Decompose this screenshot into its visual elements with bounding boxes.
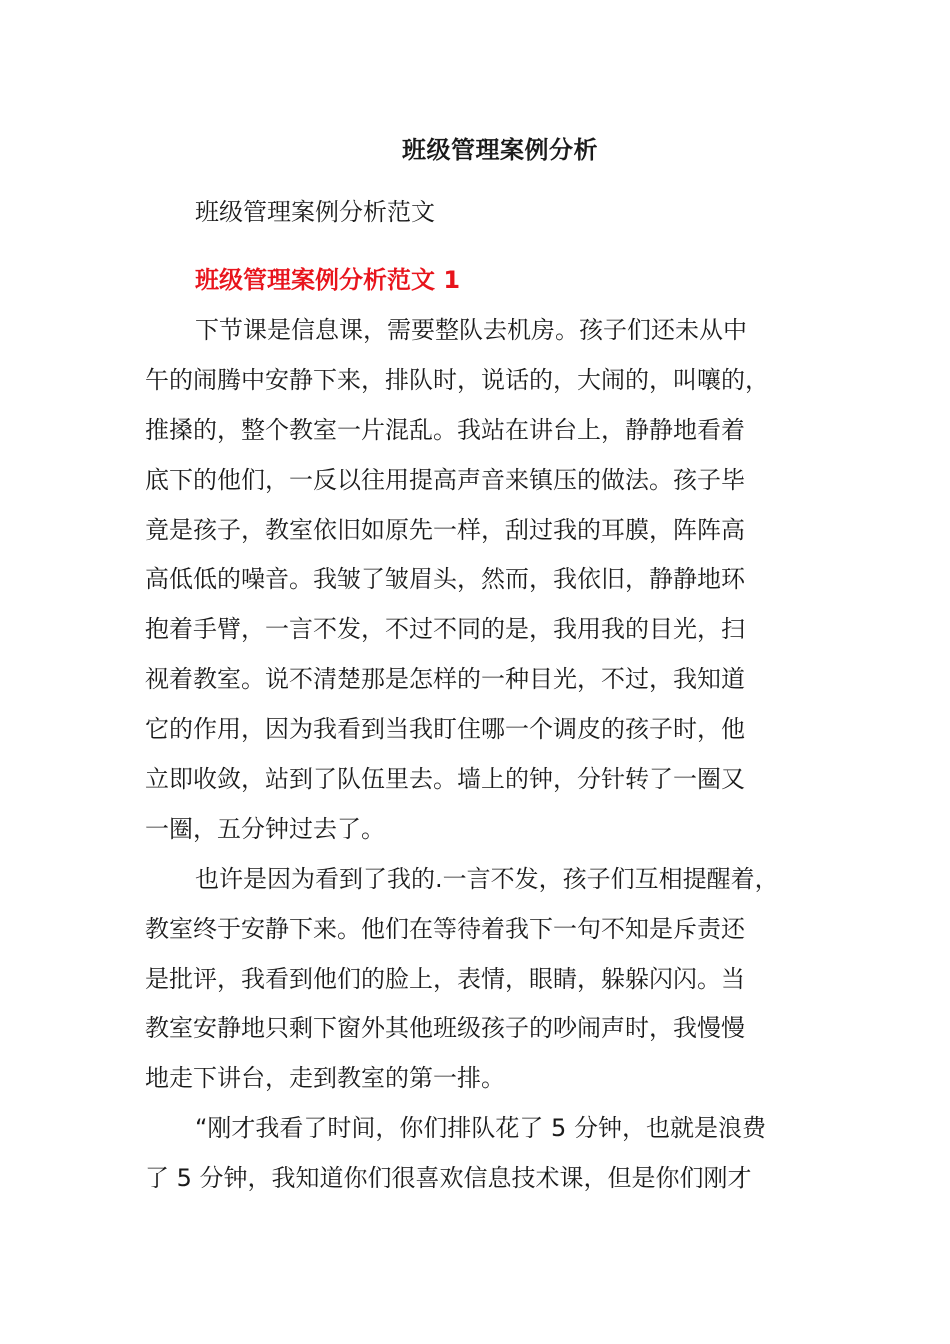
text-line: 立即收敛，站到了队伍里去。墙上的钟，分针转了一圈又 bbox=[145, 765, 745, 794]
text-line: 也许是因为看到了我的.一言不发，孩子们互相提醒着， bbox=[195, 864, 779, 893]
text-line: 推搡的，整个教室一片混乱。我站在讲台上，静静地看着 bbox=[145, 415, 745, 444]
text-line: 了 5 分钟，我知道你们很喜欢信息技术课，但是你们刚才 bbox=[145, 1164, 752, 1193]
text-line: 一圈，五分钟过去了。 bbox=[145, 814, 385, 843]
text-line: 教室终于安静下来。他们在等待着我下一句不知是斥责还 bbox=[145, 914, 745, 943]
text-line: 地走下讲台，走到教室的第一排。 bbox=[145, 1064, 505, 1093]
text-line: 午的闹腾中安静下来，排队时，说话的，大闹的，叫嚷的， bbox=[145, 365, 769, 394]
text-line: 竟是孩子，教室依旧如原先一样，刮过我的耳膜，阵阵高 bbox=[145, 515, 745, 544]
text-line: “刚才我看了时间，你们排队花了 5 分钟，也就是浪费 bbox=[195, 1114, 766, 1143]
text-line: 抱着手臂，一言不发，不过不同的是，我用我的目光，扫 bbox=[145, 615, 745, 644]
text-line: 底下的他们，一反以往用提高声音来镇压的做法。孩子毕 bbox=[145, 465, 745, 494]
text-line: 教室安静地只剩下窗外其他班级孩子的吵闹声时，我慢慢 bbox=[145, 1014, 745, 1043]
text-line: 它的作用，因为我看到当我盯住哪一个调皮的孩子时，他 bbox=[145, 715, 745, 744]
section-heading: 班级管理案例分析范文 1 bbox=[195, 266, 461, 294]
body-text bbox=[145, 313, 813, 1211]
document-subtitle: 班级管理案例分析范文 bbox=[195, 198, 435, 226]
text-line: 下节课是信息课，需要整队去机房。孩子们还未从中 bbox=[195, 316, 747, 344]
text-line: 是批评，我看到他们的脸上，表情，眼睛，躲躲闪闪。当 bbox=[145, 964, 745, 993]
text-line: 高低低的噪音。我皱了皱眉头，然而，我依旧，静静地环 bbox=[145, 565, 745, 594]
document-title: 班级管理案例分析 bbox=[402, 136, 598, 164]
text-line: 视着教室。说不清楚那是怎样的一种目光，不过，我知道 bbox=[145, 665, 745, 694]
